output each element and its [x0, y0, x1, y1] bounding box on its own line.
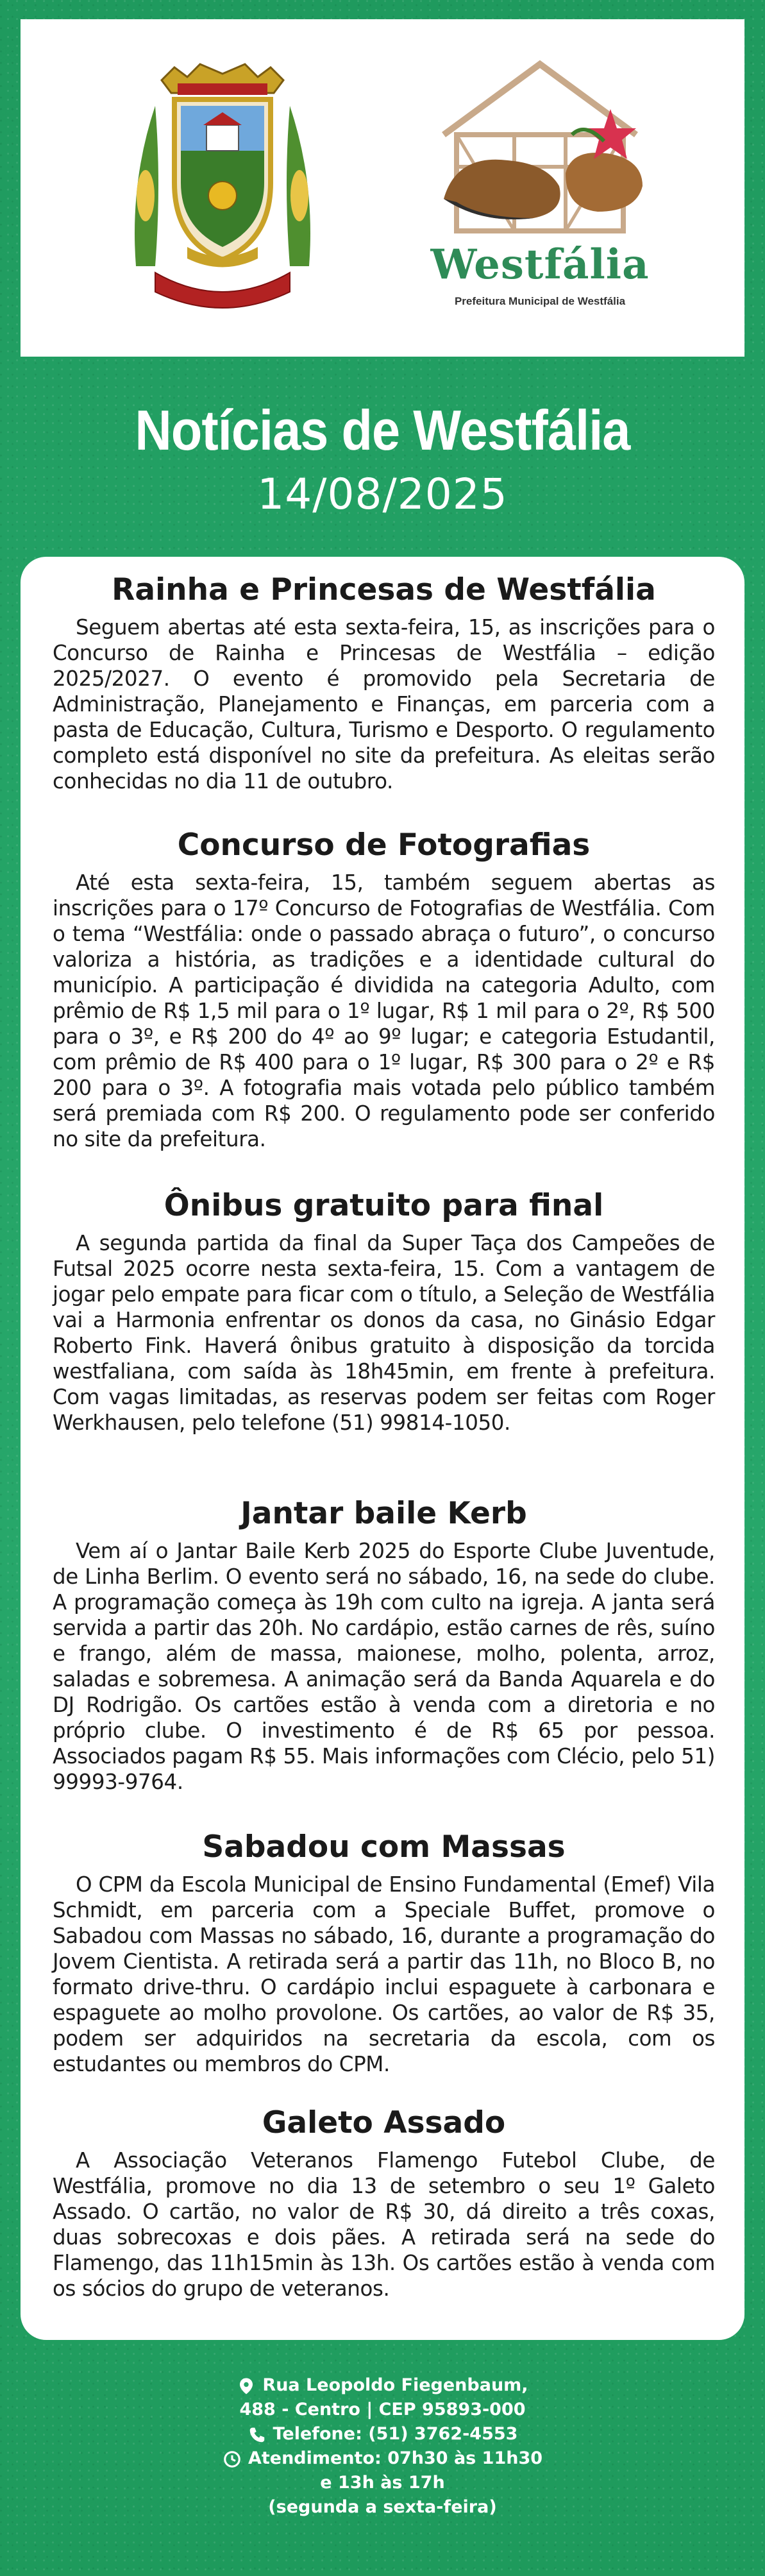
map-pin-icon [237, 2377, 256, 2396]
footer-address-line2: 488 - Centro | CEP 95893-000 [239, 2400, 526, 2419]
article-massas [53, 1827, 715, 2077]
article-title: Galeto Assado [262, 2105, 506, 2140]
article-kerb [53, 1493, 715, 1795]
logo-banner [21, 19, 744, 357]
house-and-clog-icon [418, 58, 662, 237]
clock-icon [223, 2450, 242, 2469]
article-title: Sabadou com Massas [202, 1829, 566, 1865]
article-rainha [53, 570, 715, 794]
footer-hours-line1: Atendimento: 07h30 às 11h30 [0, 2446, 765, 2471]
article-body: Seguem abertas até esta sexta-feira, 15, as inscrições para o Concurso de Rainha e Princesas de Westfália – edição 2025/2027. O evento é promovido pela Secretaria de Administração, Planejamento e Finanças, em parceria com a pasta de Educação, Cultura, Turismo e Desporto. O regulamento completo está disponível no site da prefeitura. As eleitas serão conhecidas no dia 11 de outubro. [53, 615, 715, 793]
article-fotografias [53, 825, 715, 1152]
logo-name: Westfália [430, 241, 650, 289]
article-body: O CPM da Escola Municipal de Ensino Fundamental (Emef) Vila Schmidt, em parceria com a Speciale Buffet, promove o Sabadou com Massas no sábado, 16, durante a programação do Jovem Cientista. A retirada será a partir das 11h, no Bloco B, no formato drive-thru. O cardápio inclui espaguete à carbonara e espaguete ao molho provolone. Os cartões, ao valor de R$ 35, podem ser adquiridos na secretaria da escola, com os estudantes ou membros do CPM. [53, 1872, 715, 2076]
page-date: 14/08/2025 [257, 470, 508, 519]
article-title: Concurso de Fotografias [177, 827, 591, 863]
page-title: Notícias de Westfália [135, 398, 630, 462]
article-title: Ônibus gratuito para final [164, 1188, 604, 1223]
article-title: Rainha e Princesas de Westfália [112, 572, 656, 607]
footer-hours-line3: (segunda a sexta-feira) [268, 2497, 497, 2517]
article-body: Até esta sexta-feira, 15, também seguem abertas as inscrições para o 17º Concurso de Fotografias de Westfália. Com o tema “Westfália: onde o passado abraça o futuro”, o concurso valoriza a história, as tradições e a identidade cultural do município. A participação é dividida na categoria Adulto, com prêmio de R$ 1,5 mil para o 1º lugar, R$ 1 mil para o 2º, R$ 500 para o 3º, e R$ 200 do 4º ao 9º lugar; e categoria Estudantil, com prêmio de R$ 400 para o 1º lugar, R$ 300 para o 2º e R$ 200 para o 3º. A fotografia mais votada pelo público também será premiada com R$ 200. O regulamento pode ser conferido no site da prefeitura. [53, 870, 715, 1151]
article-body: A Associação Veteranos Flamengo Futebol Clube, de Westfália, promove no dia 13 de setembro o seu 1º Galeto Assado. O cartão, no valor de R$ 30, dá direito a três coxas, duas sobrecoxas e dois pães. A retirada será na sede do Flamengo, das 11h15min às 13h. Os cartões estão à venda com os sócios do grupo de veteranos. [53, 2148, 715, 2301]
news-card [21, 557, 744, 2340]
footer-address-line1: Rua Leopoldo Fiegenbaum, [0, 2373, 765, 2398]
article-onibus [53, 1185, 715, 1436]
westfalia-logo [418, 58, 662, 327]
article-galeto [53, 2103, 715, 2301]
article-title: Jantar baile Kerb [240, 1496, 527, 1531]
article-body: Vem aí o Jantar Baile Kerb 2025 do Esporte Clube Juventude, de Linha Berlim. O evento será no sábado, 16, na sede do clube. A programação começa às 19h com culto na igreja. A janta será servida a partir das 20h. No cardápio, estão carnes de rês, suíno e frango, além de massa, maionese, molho, polenta, arroz, saladas e sobremesa. A animação será da Banda Aquarela e do DJ Rodrigão. Os cartões estão à venda com a diretoria e no próprio clube. O investimento é de R$ 65 por pessoa. Associados pagam R$ 55. Mais informações com Clécio, pelo 51) 99993-9764. [53, 1539, 715, 1794]
footer-hours-line2: e 13h às 17h [320, 2473, 445, 2493]
logo-subtitle: Prefeitura Municipal de Westfália [454, 295, 626, 307]
footer-contact [0, 2373, 765, 2520]
coat-of-arms-logo [117, 55, 328, 324]
phone-icon [248, 2425, 267, 2445]
article-body: A segunda partida da final da Super Taça dos Campeões de Futsal 2025 ocorre nesta sexta-feira, 15. Com a vantagem de jogar pelo empate para ficar com o título, a Seleção de Westfália vai a Harmonia enfrentar os donos da casa, no Ginásio Edgar Roberto Fink. Haverá ônibus gratuito à disposição da torcida westfaliana, com saída às 18h45min, em frente à prefeitura. Com vagas limitadas, as reservas podem ser feitas com Roger Werkhausen, pelo telefone (51) 99814-1050. [53, 1231, 715, 1435]
footer-phone: Telefone: (51) 3762-4553 [0, 2422, 765, 2446]
